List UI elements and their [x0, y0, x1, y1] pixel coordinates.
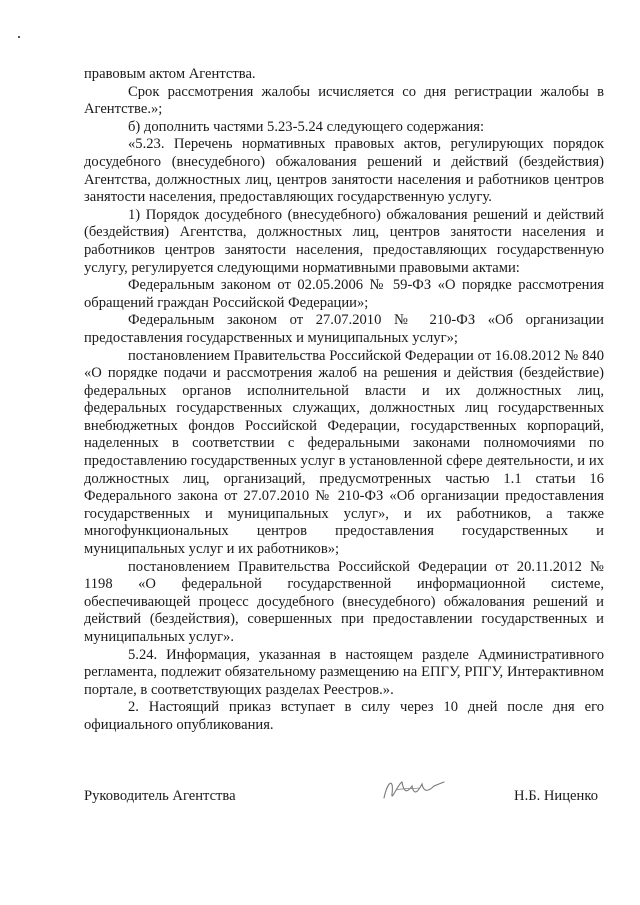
paragraph-decree-840: постановлением Правительства Российской Федерации от 16.08.2012 № 840 «О порядке подачи и рассмотрения жалоб на решения и действия (бездействие) федеральных органов исполнительной власти и их должностных лиц, федеральных государственных служащих, должностных лиц государственных внебюджетных фондов Российской Федерации, государственных корпораций, наделенных в соответствии с федеральными законами полномочиями по предоставлению государственных услуг в установленной сфере деятельности, и их должностных лиц, организаций, предусмотренных частью 1.1 статьи 16 Федерального закона от 27.07.2010 № 210-ФЗ «Об организации предоставления государственных и муниципальных услуг», и их работников, а также многофункциональных центров предоставления государственных и муниципальных услуг и их работников»; — [84, 347, 604, 558]
paragraph-continuation: правовым актом Агентства. — [84, 66, 256, 82]
paragraph-law-210fz: Федеральным законом от 27.07.2010 № 210-ФЗ «Об организации предоставления государственных и муниципальных услуг»; — [84, 312, 604, 346]
paragraph-amend-b: б) дополнить частями 5.23-5.24 следующего содержания: — [128, 118, 485, 135]
paragraph-5-24: 5.24. Информация, указанная в настоящем разделе Административного регламента, подлежит обязательному размещению на ЕПГУ, РПГУ, Интерактивном портале, в соответствующих разделах Реестров.». — [84, 646, 604, 698]
scan-speck — [18, 36, 20, 38]
paragraph-decree-1198: постановлением Правительства Российской Федерации от 20.11.2012 № 1198 «О федеральной государственной информационной системе, обеспечивающей процесс досудебного (внесудебного) обжалования решений и действий (бездействия), совершенных при предоставлении государственных и муниципальных услуг». — [84, 558, 604, 645]
signature-block — [84, 788, 604, 818]
signer-name: Н.Б. Ниценко — [514, 788, 598, 804]
paragraph-review-term: Срок рассмотрения жалобы исчисляется со дня регистрации жалобы в Агентстве.»; — [84, 83, 604, 118]
document-body — [84, 66, 604, 735]
paragraph-5-23: «5.23. Перечень нормативных правовых актов, регулирующих порядок досудебного (внесудебного) обжалования решений и действий (бездействия) Агентства, должностных лиц, центров занятости населения и работников центров занятости населения, предоставляющих государственную услугу. — [84, 136, 604, 206]
paragraph-effective-date: 2. Настоящий приказ вступает в силу через 10 дней после дня его официального опубликования. — [84, 699, 604, 733]
paragraph-law-59fz: Федеральным законом от 02.05.2006 № 59-ФЗ «О порядке рассмотрения обращений граждан Российской Федерации»; — [84, 277, 604, 311]
paragraph-list-intro: 1) Порядок досудебного (внесудебного) обжалования решений и действий (бездействия) Агентства, должностных лиц, центров занятости населения и работников центров занятости населения, предоставляющих государственную услугу, регулируется следующими нормативными правовыми актами: — [84, 206, 604, 276]
signer-position: Руководитель Агентства — [84, 788, 236, 804]
